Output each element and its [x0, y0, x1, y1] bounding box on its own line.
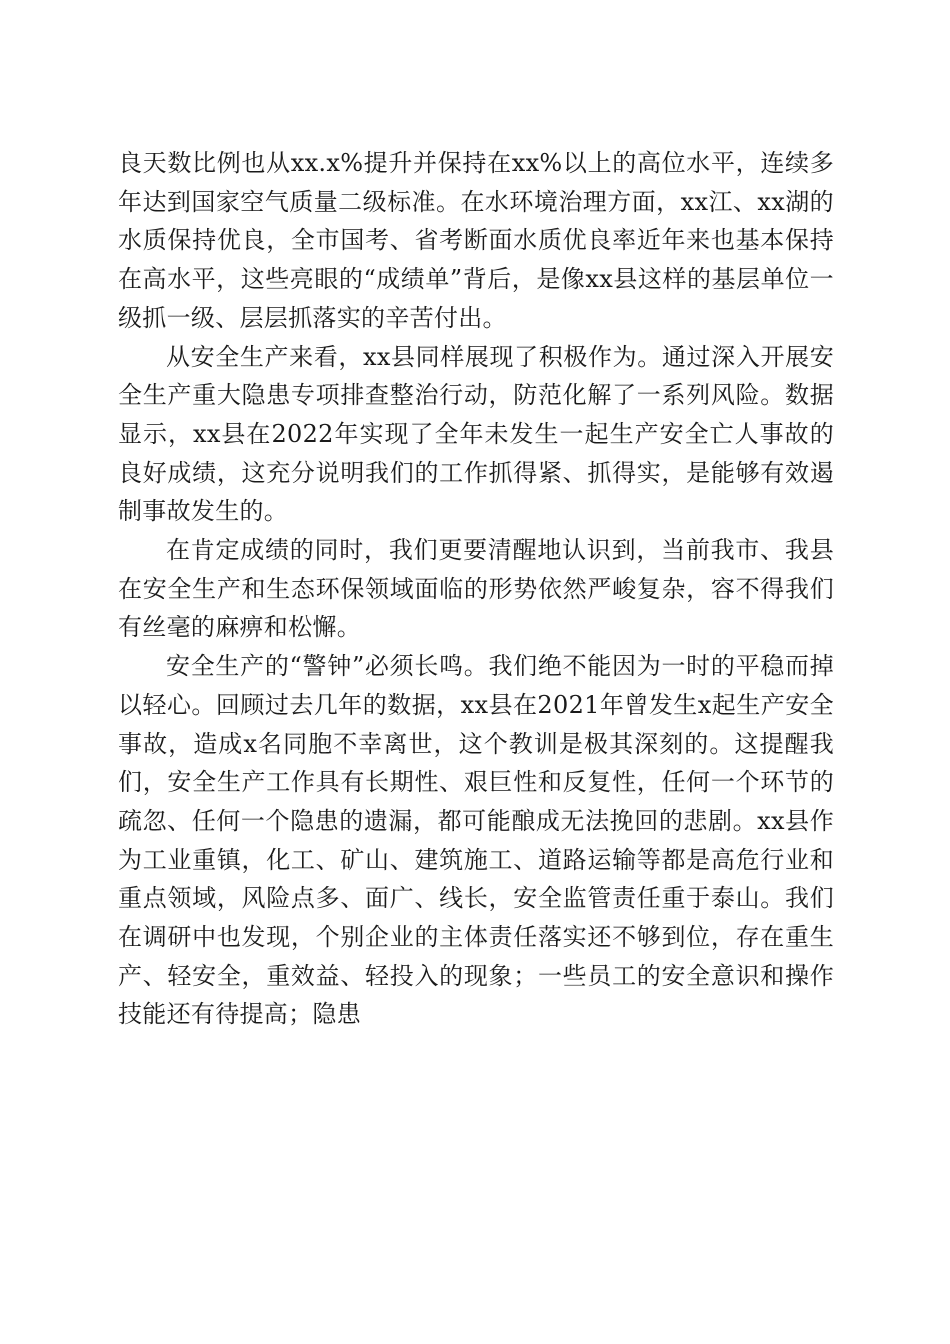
document-body [118, 144, 834, 1034]
paragraph-situation: 在肯定成绩的同时，我们更要清醒地认识到，当前我市、我县在安全生产和生态环保领域面临的形势依然严峻复杂，容不得我们有丝毫的麻痹和松懈。 [118, 536, 834, 642]
paragraph-safety-production: 从安全生产来看，xx县同样展现了积极作为。通过深入开展安全生产重大隐患专项排查整治行动，防范化解了一系列风险。数据显示，xx县在2022年实现了全年未发生一起生产安全亡人事故的良好成绩，这充分说明我们的工作抓得紧、抓得实，是能够有效遏制事故发生的。 [118, 342, 834, 526]
paragraph-continuation: 良天数比例也从xx.x%提升并保持在xx%以上的高位水平，连续多年达到国家空气质量二级标准。在水环境治理方面，xx江、xx湖的水质保持优良，全市国考、省考断面水质优良率近年来也基本保持在高水平，这些亮眼的“成绩单”背后，是像xx县这样的基层单位一级抓一级、层层抓落实的辛苦付出。 [118, 149, 834, 332]
paragraph-alarm-bell: 安全生产的“警钟”必须长鸣。我们绝不能因为一时的平稳而掉以轻心。回顾过去几年的数据，xx县在2021年曾发生x起生产安全事故，造成x名同胞不幸离世，这个教训是极其深刻的。这提醒我们，安全生产工作具有长期性、艰巨性和反复性，任何一个环节的疏忽、任何一个隐患的遗漏，都可能酿成无法挽回的悲剧。xx县作为工业重镇，化工、矿山、建筑施工、道路运输等都是高危行业和重点领域，风险点多、面广、线长，安全监管责任重于泰山。我们在调研中也发现，个别企业的主体责任落实还不够到位，存在重生产、轻安全，重效益、轻投入的现象；一些员工的安全意识和操作技能还有待提高；隐患 [118, 652, 834, 1029]
